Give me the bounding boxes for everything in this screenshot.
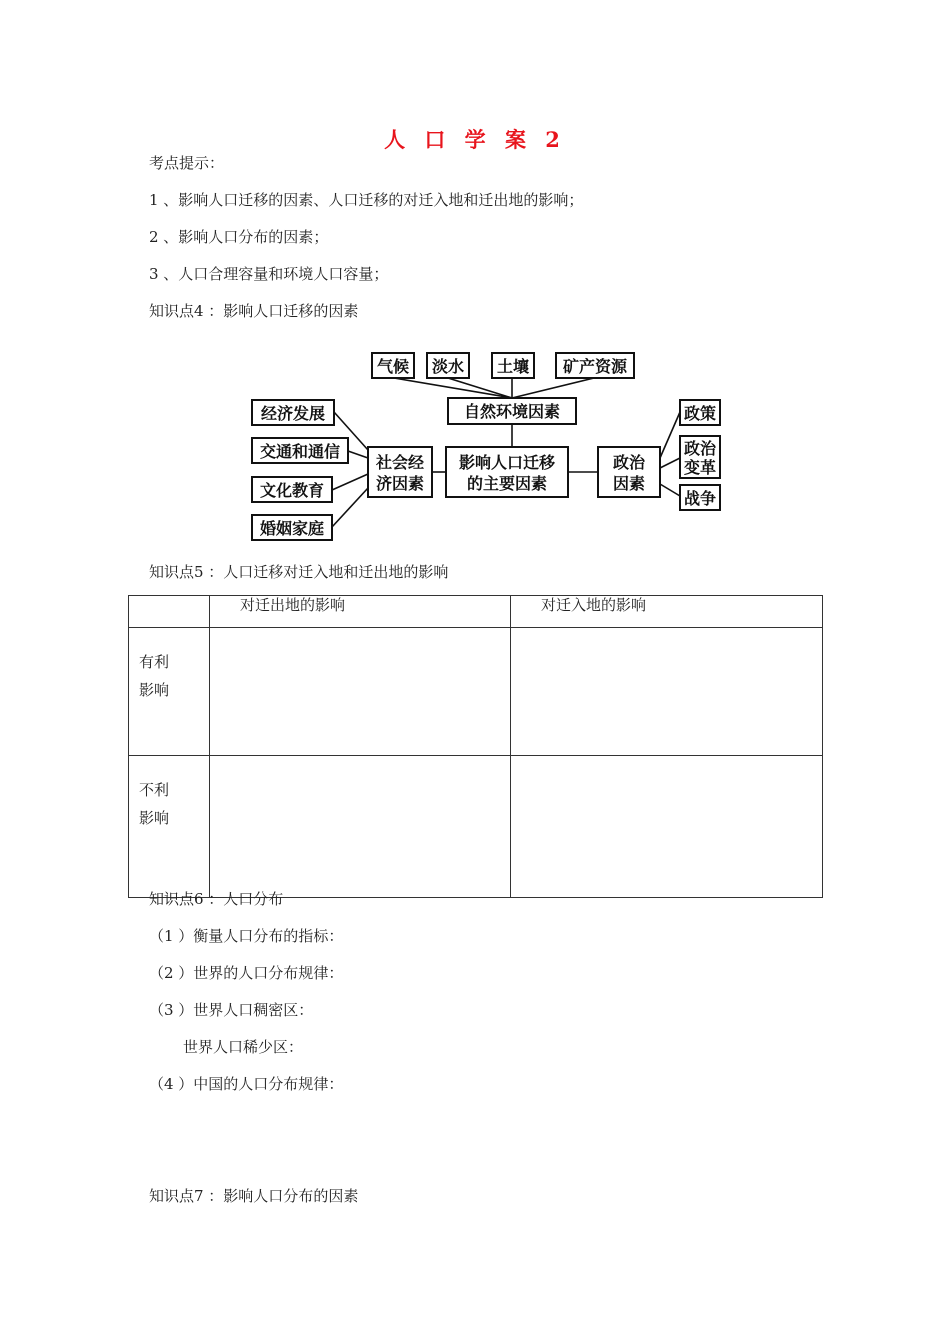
node-label: 社会经 (375, 453, 425, 472)
node-economy (252, 400, 334, 425)
node-war (680, 485, 720, 510)
node-label: 矿产资源 (562, 357, 628, 376)
hints-label: 考点提示： (149, 154, 225, 172)
node-label: 影响人口迁移 (458, 453, 556, 472)
connector (512, 378, 594, 398)
knowledge-point-6: 知识点6 ：人口分布 (149, 890, 284, 908)
kp6-item: 世界人口稀少区： (183, 1038, 304, 1056)
connector (332, 474, 368, 490)
connector (394, 378, 512, 398)
answer-cell[interactable] (511, 756, 823, 898)
node-label: 政策 (683, 404, 717, 423)
node-climate (372, 353, 414, 378)
node-label: 淡水 (431, 357, 465, 376)
kp6-item: （3 ）世界人口稠密区： (149, 1001, 314, 1019)
knowledge-point-5: 知识点5 ：人口迁移对迁入地和迁出地的影响 (149, 563, 449, 581)
node-marriage (252, 515, 332, 540)
row-label-text: 不利 (139, 781, 170, 799)
answer-cell[interactable] (511, 628, 823, 756)
row-label-unfavorable (129, 756, 210, 898)
migration-factors-diagram (248, 346, 728, 546)
node-label: 因素 (612, 474, 646, 493)
node-label: 气候 (376, 357, 410, 376)
table-header-out: 对迁出地的影响 (210, 596, 511, 628)
kp6-item: （2 ）世界的人口分布规律： (149, 964, 344, 982)
node-label: 济因素 (375, 474, 425, 493)
node-main-factors (446, 447, 568, 497)
node-label: 土壤 (496, 357, 530, 376)
node-label: 的主要因素 (466, 474, 548, 493)
table-header-in: 对迁入地的影响 (511, 596, 823, 628)
table-header-cell (129, 596, 210, 628)
row-label-text: 影响 (139, 809, 170, 827)
node-label: 经济发展 (260, 404, 326, 423)
connector (332, 488, 368, 527)
migration-influence-table (128, 595, 823, 898)
table-row (129, 628, 823, 756)
page-title: 人 口 学 案 2 (384, 127, 566, 152)
connector (660, 458, 680, 468)
kp6-item: （1 ）衡量人口分布的指标： (149, 927, 344, 945)
node-education (252, 477, 332, 502)
node-natural-factors (448, 398, 576, 424)
node-label: 政治 (683, 439, 717, 458)
connector (348, 451, 368, 458)
kp6-item: （4 ）中国的人口分布规律： (149, 1075, 344, 1093)
knowledge-point-4: 知识点4 ：影响人口迁移的因素 (149, 302, 359, 320)
node-label: 交通和通信 (259, 442, 341, 461)
node-label: 自然环境因素 (463, 402, 561, 421)
node-label: 文化教育 (259, 481, 325, 500)
connector (660, 484, 680, 496)
node-policy (680, 400, 720, 425)
node-label: 变革 (683, 458, 717, 477)
node-social-factors (368, 447, 432, 497)
answer-cell[interactable] (210, 756, 511, 898)
node-political-change (680, 436, 720, 478)
hint-item: 2 、影响人口分布的因素； (149, 228, 329, 246)
node-soil (492, 353, 534, 378)
row-label-text: 影响 (139, 681, 170, 699)
row-label-text: 有利 (139, 653, 170, 671)
node-label: 婚姻家庭 (259, 519, 325, 538)
answer-cell[interactable] (210, 628, 511, 756)
node-freshwater (427, 353, 469, 378)
node-label: 政治 (612, 453, 646, 472)
row-label-favorable (129, 628, 210, 756)
connector (660, 412, 680, 458)
node-transport (252, 438, 348, 463)
node-political-factors (598, 447, 660, 497)
node-minerals (556, 353, 634, 378)
node-label: 战争 (683, 489, 717, 508)
table-header-row (129, 596, 823, 628)
hint-item: 3 、人口合理容量和环境人口容量； (149, 265, 389, 283)
table-row (129, 756, 823, 898)
hint-item: 1 、影响人口迁移的因素、人口迁移的对迁入地和迁出地的影响； (149, 191, 584, 209)
knowledge-point-7: 知识点7 ：影响人口分布的因素 (149, 1187, 359, 1205)
